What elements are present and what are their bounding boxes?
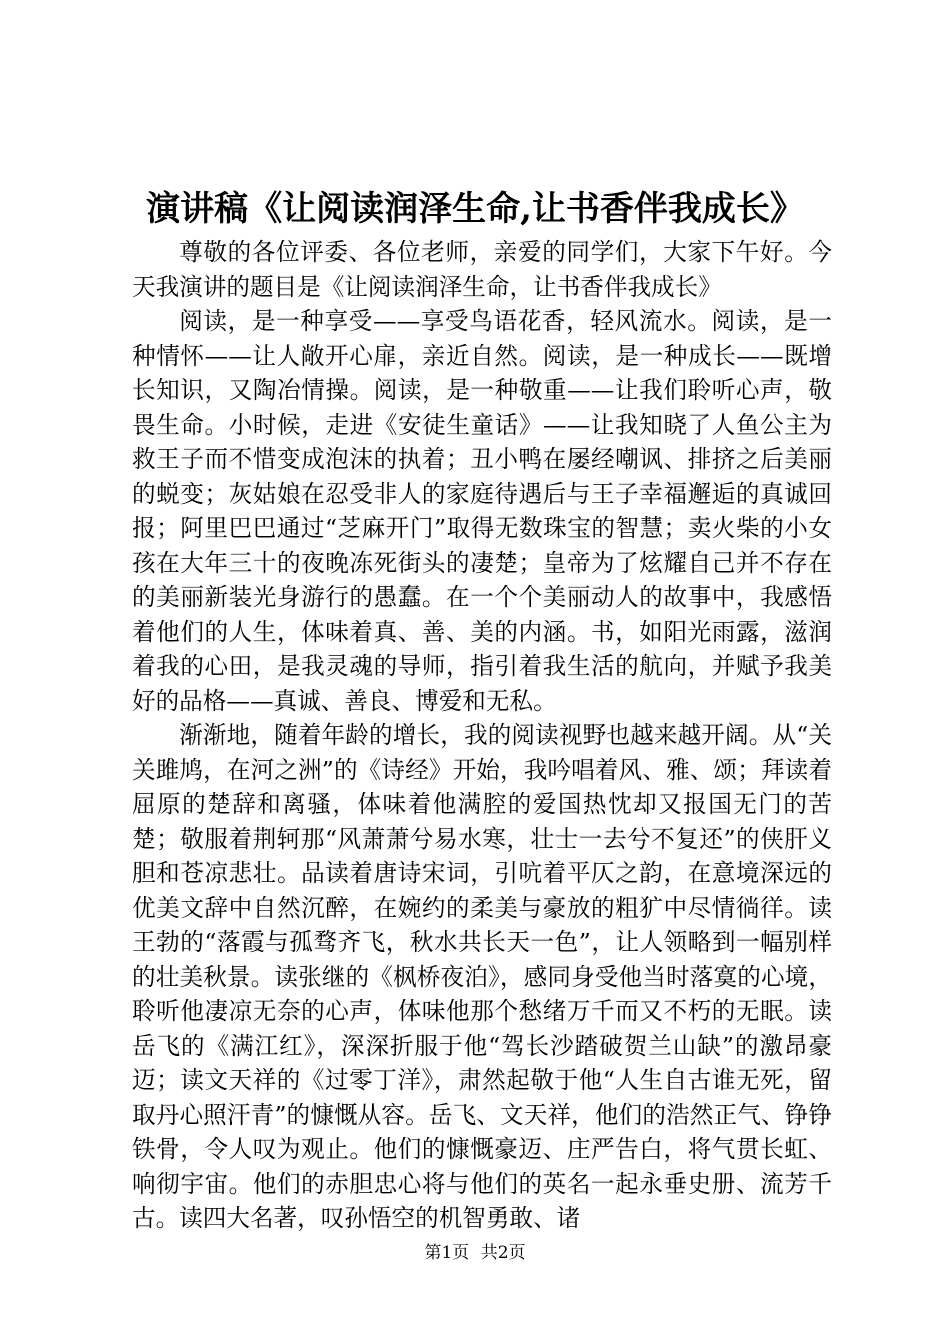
page-number: 第1页 [424,1243,470,1263]
document-body [132,235,832,1236]
paragraph: 尊敬的各位评委、各位老师，亲爱的同学们，大家下午好。今天我演讲的题目是《让阅读润泽生命，让书香伴我成长》 [132,238,832,301]
document-title: 演讲稿《让阅读润泽生命,让书香伴我成长》 [146,189,804,229]
paragraph: 渐渐地，随着年龄的增长，我的阅读视野也越来越开阔。从“关关雎鸠，在河之洲”的《诗经》开始，我吟唱着风、雅、颂；拜读着屈原的楚辞和离骚，体味着他满腔的爱国热忱却又报国无门的苦楚；敬服着荆轲那“风萧萧兮易水寒，壮士一去兮不复还”的侠肝义胆和苍凉悲壮。品读着唐诗宋词，引吭着平仄之韵，在意境深远的优美文辞中自然沉醉，在婉约的柔美与豪放的粗犷中尽情徜徉。读王勃的“落霞与孤骛齐飞，秋水共长天一色”，让人领略到一幅别样的壮美秋景。读张继的《枫桥夜泊》，感同身受他当时落寞的心境，聆听他凄凉无奈的心声，体味他那个愁绪万千而又不朽的无眠。读岳飞的《满江红》，深深折服于他“驾长沙踏破贺兰山缺”的激昂豪迈；读文天祥的《过零丁洋》，肃然起敬于他“人生自古谁无死，留取丹心照汗青”的慷慨从容。岳飞、文天祥，他们的浩然正气、铮铮铁骨，令人叹为观止。他们的慷慨豪迈、庄严告白，将气贯长虹、响彻宇宙。他们的赤胆忠心将与他们的英名一起永垂史册、流芳千古。读四大名著，叹孙悟空的机智勇敢、诸 [132,721,832,1232]
page-total: 共2页 [480,1243,526,1263]
paragraph: 阅读，是一种享受——享受鸟语花香，轻风流水。阅读，是一种情怀——让人敞开心扉，亲近自然。阅读，是一种成长——既增长知识，又陶冶情操。阅读，是一种敬重——让我们聆听心声，敬畏生命。小时候，走进《安徒生童话》——让我知晓了人鱼公主为救王子而不惜变成泡沫的执着；丑小鸭在屡经嘲讽、排挤之后美丽的蜕变；灰姑娘在忍受非人的家庭待遇后与王子幸福邂逅的真诚回报；阿里巴巴通过“芝麻开门”取得无数珠宝的智慧；卖火柴的小女孩在大年三十的夜晚冻死街头的凄楚；皇帝为了炫耀自己并不存在的美丽新装光身游行的愚蠢。在一个个美丽动人的故事中，我感悟着他们的人生，体味着真、善、美的内涵。书，如阳光雨露，滋润着我的心田，是我灵魂的导师，指引着我生活的航向，并赋予我美好的品格——真诚、善良、博爱和无私。 [132,307,832,715]
page-footer [0,1241,950,1265]
